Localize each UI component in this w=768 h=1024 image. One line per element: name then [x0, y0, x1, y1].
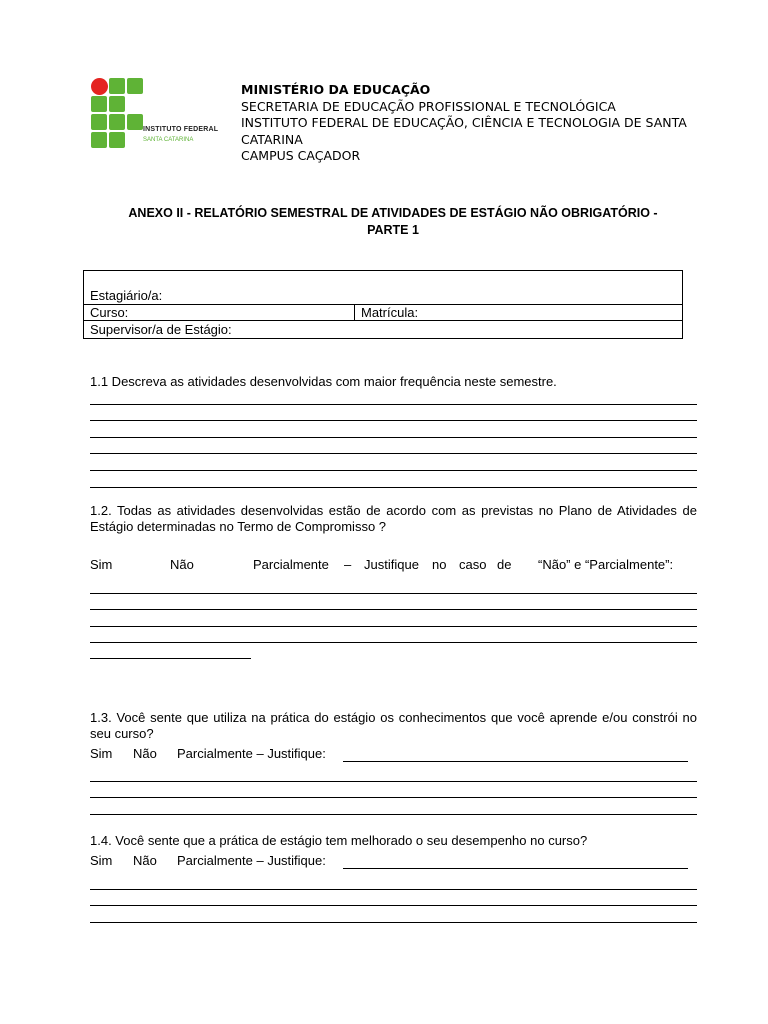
- logo-square: [109, 78, 125, 94]
- intern-info-table: [83, 270, 683, 339]
- answer-line[interactable]: [90, 487, 697, 488]
- option-no[interactable]: Não: [170, 557, 194, 572]
- answer-line[interactable]: [90, 658, 251, 659]
- answer-line[interactable]: [90, 642, 697, 643]
- answer-line[interactable]: [90, 470, 697, 471]
- logo-square: [109, 114, 125, 130]
- institute-name-line1: INSTITUTO FEDERAL DE EDUCAÇÃO, CIÊNCIA E TECNOLOGIA DE SANTA: [241, 115, 687, 131]
- answer-line[interactable]: [90, 814, 697, 815]
- answer-line[interactable]: [90, 905, 697, 906]
- course-field[interactable]: Curso:: [90, 305, 129, 320]
- justify-label: Justifique: [364, 557, 419, 572]
- answer-line[interactable]: [90, 781, 697, 782]
- answer-line[interactable]: [90, 437, 697, 438]
- institute-logo: [91, 78, 219, 148]
- intern-field[interactable]: Estagiário/a:: [90, 288, 163, 303]
- logo-square: [127, 114, 143, 130]
- option-yes[interactable]: Sim: [90, 853, 113, 868]
- justify-condition: “Não” e “Parcialmente”:: [538, 557, 674, 572]
- logo-square: [91, 114, 107, 130]
- registration-field[interactable]: Matrícula:: [361, 305, 419, 320]
- justify-line[interactable]: [343, 868, 688, 869]
- document-title: [88, 205, 698, 239]
- logo-campus: SANTA CATARINA: [143, 137, 194, 143]
- answer-line[interactable]: [90, 404, 697, 405]
- question-1-2: 1.2. Todas as atividades desenvolvidas estão de acordo com as previstas no Plano de Atividades de Estágio determinadas no Termo de Compromisso ?: [90, 503, 697, 534]
- option-partial[interactable]: Parcialmente: [253, 557, 329, 572]
- justify-label-in: no: [432, 557, 447, 572]
- logo-square: [109, 96, 125, 112]
- question-1-4: 1.4. Você sente que a prática de estágio tem melhorado o seu desempenho no curso?: [90, 833, 588, 848]
- answer-line[interactable]: [90, 889, 697, 890]
- table-row-divider: [84, 320, 682, 321]
- logo-name: INSTITUTO FEDERAL: [143, 126, 219, 133]
- question-1-1: 1.1 Descreva as atividades desenvolvidas com maior frequência neste semestre.: [90, 374, 557, 389]
- logo-red-dot: [91, 78, 108, 95]
- justify-line[interactable]: [343, 761, 688, 762]
- answer-line[interactable]: [90, 453, 697, 454]
- logo-square: [91, 96, 107, 112]
- campus-name: CAMPUS CAÇADOR: [241, 148, 361, 164]
- option-no[interactable]: Não: [133, 853, 157, 868]
- question-1-3: 1.3. Você sente que utiliza na prática do estágio os conhecimentos que você aprende e/ou constrói no seu curso?: [90, 710, 697, 741]
- answer-line[interactable]: [90, 626, 697, 627]
- title-line1: ANEXO II - RELATÓRIO SEMESTRAL DE ATIVIDADES DE ESTÁGIO NÃO OBRIGATÓRIO -: [128, 206, 658, 220]
- institute-name-line2: CATARINA: [241, 131, 303, 147]
- table-column-divider: [354, 304, 355, 320]
- answer-line[interactable]: [90, 593, 697, 594]
- option-yes[interactable]: Sim: [90, 557, 113, 572]
- answer-line[interactable]: [90, 420, 697, 421]
- dash-separator: –: [344, 557, 352, 572]
- secretariat-name: SECRETARIA DE EDUCAÇÃO PROFISSIONAL E TECNOLÓGICA: [241, 98, 616, 114]
- document-header: [241, 82, 687, 165]
- option-no[interactable]: Não: [133, 746, 157, 761]
- ministry-name: MINISTÉRIO DA EDUCAÇÃO: [241, 82, 431, 97]
- answer-line[interactable]: [90, 609, 697, 610]
- logo-square: [127, 78, 143, 94]
- option-partial-justify[interactable]: Parcialmente – Justifique:: [177, 746, 326, 761]
- title-line2: PARTE 1: [367, 223, 419, 237]
- option-yes[interactable]: Sim: [90, 746, 113, 761]
- option-partial-justify[interactable]: Parcialmente – Justifique:: [177, 853, 326, 868]
- logo-square: [109, 132, 125, 148]
- justify-label-of: de: [497, 557, 512, 572]
- justify-label-case: caso: [459, 557, 487, 572]
- logo-square: [91, 132, 107, 148]
- supervisor-field[interactable]: Supervisor/a de Estágio:: [90, 322, 232, 337]
- answer-line[interactable]: [90, 922, 697, 923]
- answer-line[interactable]: [90, 797, 697, 798]
